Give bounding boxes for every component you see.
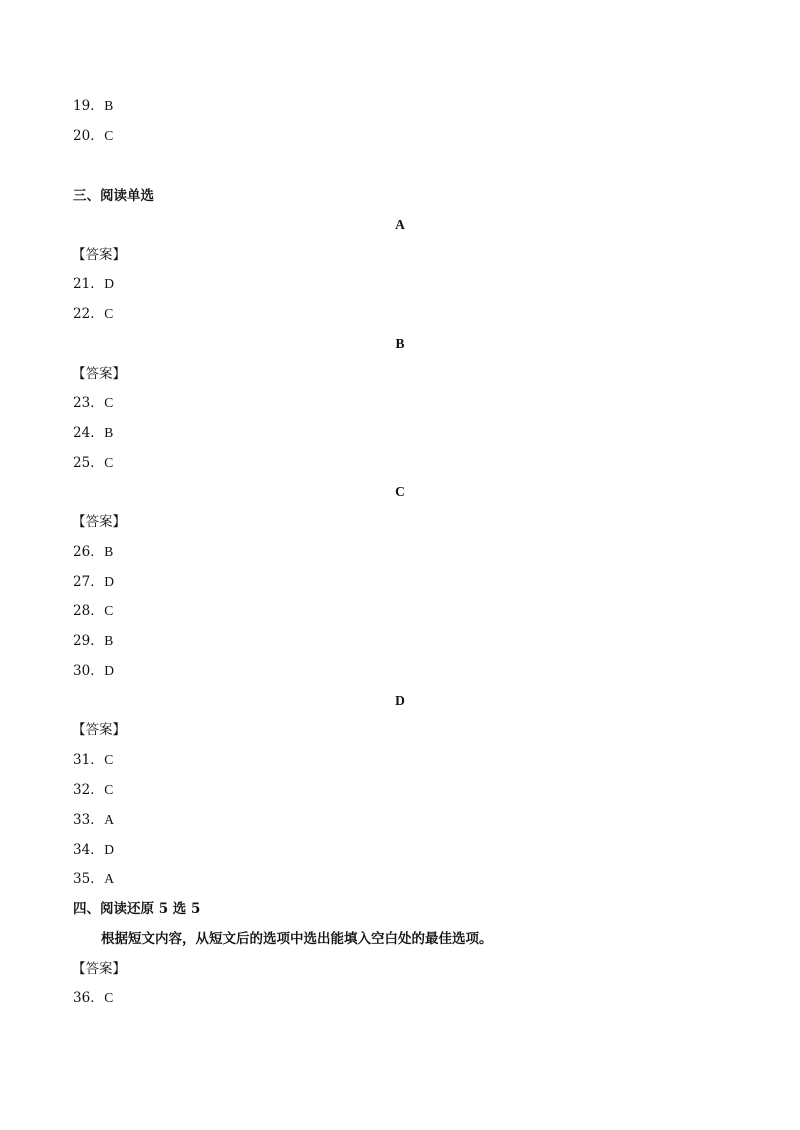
item-answer: B <box>104 544 114 559</box>
item-answer: D <box>104 663 114 678</box>
answer-item <box>73 871 114 887</box>
item-answer: D <box>104 276 114 291</box>
passage-label: B <box>395 336 405 351</box>
item-answer: C <box>104 990 114 1005</box>
item-number: 36 <box>73 990 91 1006</box>
item-answer: A <box>104 812 114 827</box>
item-answer: B <box>104 98 114 113</box>
answer-item <box>73 812 114 828</box>
answer-item <box>73 752 113 768</box>
item-answer: D <box>104 842 114 857</box>
item-number: 33 <box>73 812 91 828</box>
item-separator: ． <box>90 574 104 590</box>
item-separator: ． <box>90 128 104 144</box>
item-number: 27 <box>73 574 91 590</box>
item-number: 22 <box>73 306 91 322</box>
item-number: 20 <box>73 128 91 144</box>
answer-label: 【答案】 <box>72 366 126 382</box>
item-separator: ． <box>90 425 104 441</box>
item-separator: ． <box>90 782 104 798</box>
item-separator: ． <box>90 544 104 560</box>
answer-item <box>73 276 114 292</box>
answer-item <box>73 306 113 322</box>
item-number: 29 <box>73 633 91 649</box>
item-number: 25 <box>73 455 91 471</box>
item-separator: ． <box>90 990 104 1006</box>
passage-label: C <box>395 484 405 499</box>
section-instruction: 根据短文内容，从短文后的选项中选出能填入空白处的最佳选项。 <box>101 931 493 947</box>
item-separator: ． <box>90 842 104 858</box>
answer-item <box>73 395 113 411</box>
answer-item <box>73 603 113 619</box>
item-answer: C <box>104 455 114 470</box>
item-number: 32 <box>73 782 91 798</box>
answer-label: 【答案】 <box>72 961 126 977</box>
answer-item <box>73 990 113 1006</box>
item-answer: D <box>104 574 114 589</box>
passage-label: A <box>395 217 405 232</box>
item-answer: B <box>104 425 114 440</box>
answer-item <box>73 574 114 590</box>
section-title: 四、阅读还原 5 选 5 <box>73 901 201 917</box>
item-separator: ． <box>90 276 104 292</box>
item-separator: ． <box>90 395 104 411</box>
item-number: 24 <box>73 425 91 441</box>
answer-item <box>73 633 113 649</box>
item-answer: C <box>104 128 114 143</box>
answer-item <box>73 782 113 798</box>
item-answer: C <box>104 782 114 797</box>
item-separator: ． <box>90 663 104 679</box>
item-number: 35 <box>73 871 91 887</box>
item-number: 23 <box>73 395 91 411</box>
answer-item <box>73 842 114 858</box>
answer-label: 【答案】 <box>72 722 126 738</box>
item-separator: ． <box>90 812 104 828</box>
item-number: 26 <box>73 544 91 560</box>
answer-item <box>73 455 113 471</box>
item-separator: ． <box>90 306 104 322</box>
item-separator: ． <box>90 871 104 887</box>
item-answer: C <box>104 306 114 321</box>
item-number: 31 <box>73 752 91 768</box>
answer-item <box>73 425 113 441</box>
item-separator: ． <box>90 633 104 649</box>
item-answer: C <box>104 395 114 410</box>
item-separator: ． <box>90 455 104 471</box>
item-number: 34 <box>73 842 91 858</box>
item-number: 19 <box>73 98 91 114</box>
answer-label: 【答案】 <box>72 247 126 263</box>
answer-item <box>73 544 113 560</box>
answer-item <box>73 128 113 144</box>
item-answer: C <box>104 752 114 767</box>
passage-label: D <box>395 693 405 708</box>
answer-item <box>73 98 113 114</box>
item-answer: B <box>104 633 114 648</box>
item-separator: ． <box>90 603 104 619</box>
item-number: 30 <box>73 663 91 679</box>
item-separator: ． <box>90 98 104 114</box>
item-answer: A <box>104 871 114 886</box>
answer-label: 【答案】 <box>72 514 126 530</box>
item-answer: C <box>104 603 114 618</box>
section-title: 三、阅读单选 <box>73 188 154 204</box>
item-separator: ． <box>90 752 104 768</box>
item-number: 28 <box>73 603 91 619</box>
answer-item <box>73 663 114 679</box>
item-number: 21 <box>73 276 91 292</box>
